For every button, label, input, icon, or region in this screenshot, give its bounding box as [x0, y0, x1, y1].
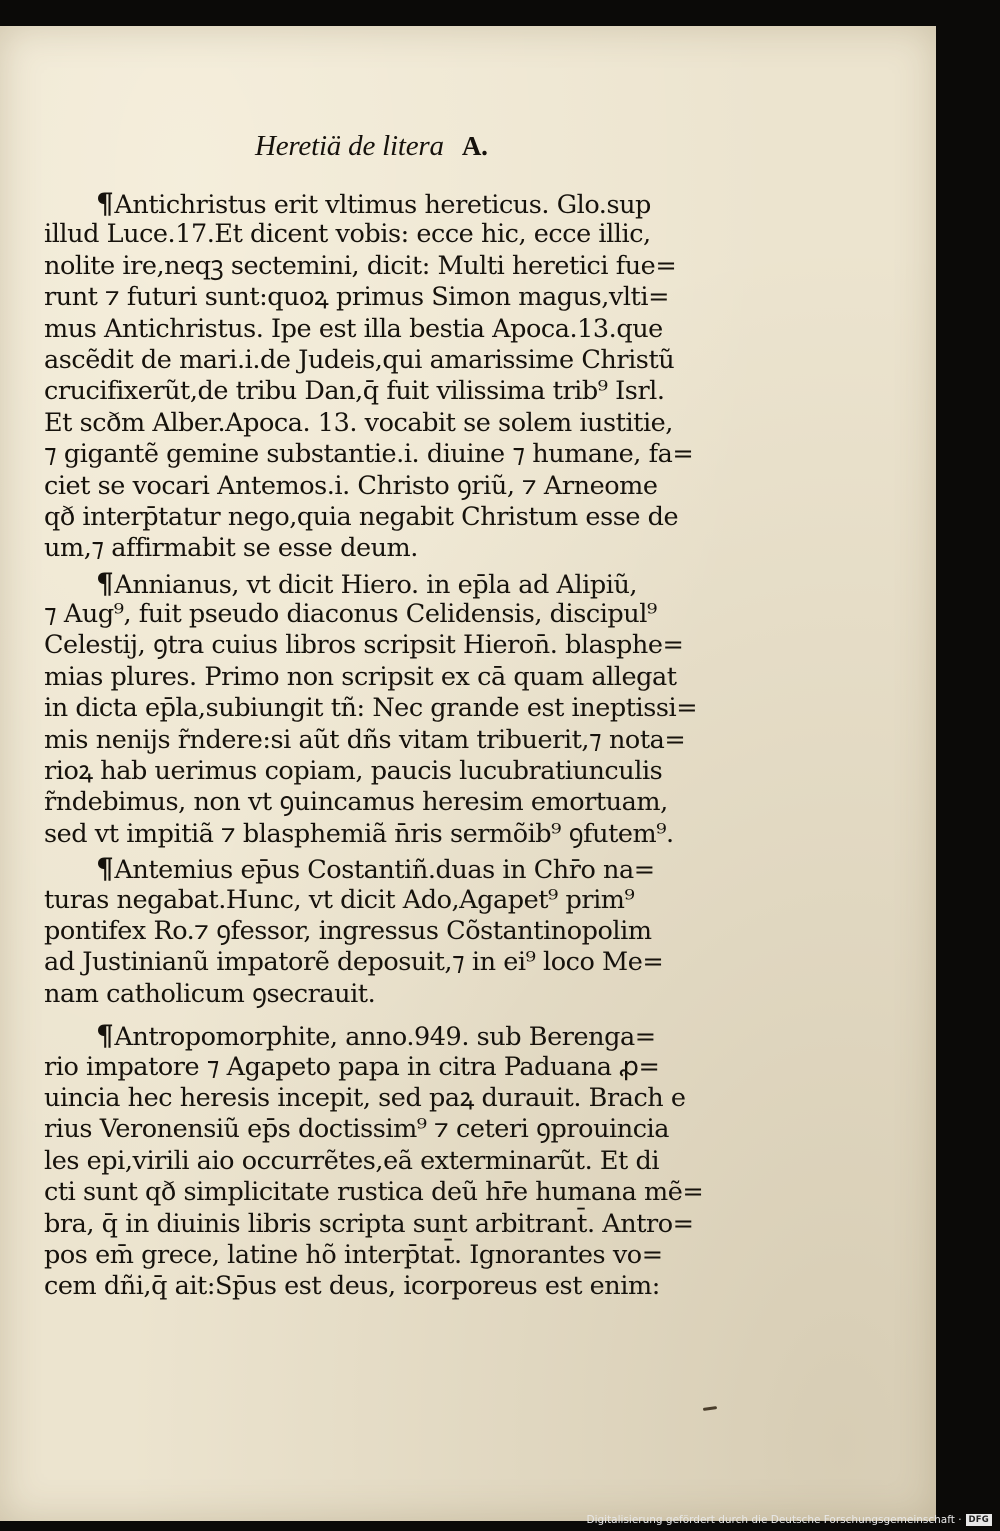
dfg-logo-icon: DFG [966, 1514, 992, 1526]
text-line: ciet se vocari Antemos.i. Christo ꝯriũ, ⁊ Arneome [44, 470, 658, 501]
text-line: ascẽdit de mari.i.de Judeis,qui amarissime Christũ [44, 344, 675, 375]
text-line: crucifixerũt,de tribu Dan,q̄ fuit vilissima trib⁹ Isrl. [44, 376, 665, 407]
text-line: mus Antichristus. Ipe est illa bestia Apoca.13.que [44, 313, 663, 344]
body-text [44, 188, 724, 1306]
ink-mark [703, 1406, 717, 1411]
entry-antemius [44, 853, 724, 1010]
text-line: Et scðm Alber.Apoca. 13. vocabit se solem iustitie, [44, 407, 673, 438]
text-line: ¶Antemius ep̄us Costantiñ.duas in Chr̄o na= [96, 852, 655, 886]
text-line: ⁊ Aug⁹, fuit pseudo diaconus Celidensis, discipul⁹ [44, 599, 657, 630]
entry-antropomorphite [44, 1020, 724, 1303]
running-header [255, 130, 488, 163]
text-line: rioꝝ hab uerimus copiam, paucis lucubratiunculis [44, 756, 663, 787]
text-line: ad Justinianũ impatorẽ deposuit,⁊ in ei⁹ loco Me= [44, 947, 664, 978]
text-line: illud Luce.17.Et dicent vobis: ecce hic, ecce illic, [44, 219, 651, 250]
text-line: r̃ndebimus, non vt ꝯuincamus heresim emortuam, [44, 787, 668, 818]
entry-antichristus [44, 188, 724, 565]
text-line: ⁊ gigantẽ gemine substantie.i. diuine ⁊ humane, fa= [44, 439, 694, 470]
text-line: cti sunt qð simplicitate rustica deũ hr̄e humana mẽ= [44, 1177, 704, 1208]
text-line: cem dñi,q̄ ait:Sp̄us est deus, icorporeus est enim: [44, 1271, 660, 1302]
text-line: ¶Antropomorphite, anno.949. sub Berenga= [96, 1019, 656, 1053]
text-line: ¶Annianus, vt dicit Hiero. in ep̄la ad Alipiũ, [96, 566, 638, 600]
text-line: sed vt impitiã ⁊ blasphemiã n̄ris sermõib⁹ ꝯfutem⁹. [44, 818, 674, 849]
text-line: mias plures. Primo non scripsit ex cā quam allegat [44, 661, 677, 692]
text-line: mis nenijs r̃ndere:si aũt dñs vitam tribuerit,⁊ nota= [44, 724, 686, 755]
text-line: turas negabat.Hunc, vt dicit Ado,Agapet⁹ prim⁹ [44, 884, 635, 915]
text-line: nam catholicum ꝯsecrauit. [44, 978, 376, 1009]
book-page [0, 26, 936, 1521]
section-letter: A. [461, 131, 488, 161]
pilcrow-icon: ¶ [96, 187, 114, 220]
running-title: Heretiä de litera [255, 130, 444, 162]
pilcrow-icon: ¶ [96, 566, 114, 600]
text-line: qð interp̄tatur nego,quia negabit Christum esse de [44, 501, 679, 532]
text-line: les epi,virili aio occurrẽtes,eã exterminarũt. Et di [44, 1145, 660, 1176]
digitization-footer [586, 1514, 992, 1526]
text-line: um,⁊ affirmabit se esse deum. [44, 533, 418, 564]
text-line: Celestij, ꝯtra cuius libros scripsit Hieron̄. blasphe= [44, 630, 684, 661]
text-line: rio impatore ⁊ Agapeto papa in citra Paduana ꝓ= [44, 1051, 660, 1082]
entry-annianus [44, 568, 724, 851]
text-line: nolite ire,neqꝫ sectemini, dicit: Multi heretici fue= [44, 250, 677, 281]
text-line: uincia hec heresis incepit, sed paꝝ durauit. Brach e [44, 1082, 686, 1113]
funding-credit: Digitalisierung gefördert durch die Deutsche Forschungsgemeinschaft · [586, 1514, 962, 1526]
text-line: pos em̄ grece, latine hõ interp̄tat̄. Ignorantes vo= [44, 1239, 663, 1270]
text-line: in dicta ep̄la,subiungit tñ: Nec grande est ineptissi= [44, 693, 698, 724]
text-line: rius Veronensiũ ep̄s doctissim⁹ ⁊ ceteri ꝯprouincia [44, 1114, 670, 1145]
text-line: pontifex Ro.⁊ ꝯfessor, ingressus Cõstantinopolim [44, 915, 652, 946]
pilcrow-icon: ¶ [96, 852, 114, 886]
text-line: runt ⁊ futuri sunt:quoꝝ primus Simon magus,vlti= [44, 282, 669, 313]
text-line: bra, q̄ in diuinis libris scripta sunt arbitrant̄. Antro= [44, 1208, 694, 1239]
pilcrow-icon: ¶ [96, 1019, 114, 1053]
text-line: ¶Antichristus erit vltimus hereticus. Glo.sup [96, 187, 651, 220]
